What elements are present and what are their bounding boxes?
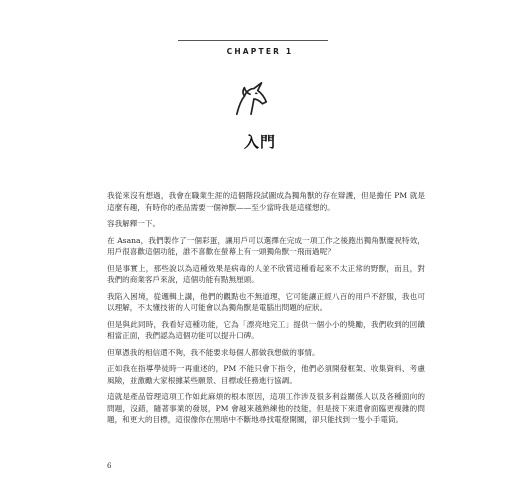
chapter-title: 入門 — [243, 133, 276, 151]
paragraph: 容我解釋一下。 — [107, 219, 161, 228]
body-text — [107, 190, 425, 431]
paragraph: 在 Asana，我們製作了一個彩蛋，讓用戶可以選擇在完成一項工作之後跑出獨角獸慶祝特效，用戶很喜歡這個功能，誰不喜歡在螢幕上有一頭獨角獸一飛而過呢？ — [107, 235, 425, 256]
unicorn-icon — [233, 80, 271, 118]
paragraph: 我陷入困境，從邏輯上講，他們的觀點也不無道理，它可能讓正經八百的用戶不舒服，我也可以理解，不太懂技術的人可能會以為獨角獸是電腦出問題的症狀。 — [107, 291, 425, 312]
chapter-label: CHAPTER 1 — [226, 47, 294, 56]
paragraph: 我從來沒有想過，我會在職業生涯的這個階段試圖成為獨角獸的存在辯護，但是擔任 PM 就是這麼有趣，有時你的產品需要一個神獸——至少當時我是這樣想的。 — [107, 191, 425, 212]
paragraph: 這就是產品管理這項工作如此麻煩的根本原因，這項工作涉及很多利益關係人以及各種面向的問題，沒錯，隨著事業的發展，PM 會越來越熟練他的技能，但是接下來還會面臨更複雜的問題，和更大的目標，這很像你在黑暗中不斷地尋找電燈開關，卻只能找到一隻小手電筒。 — [107, 392, 425, 424]
page-number: 6 — [107, 462, 112, 470]
paragraph: 正如我在指導學徒時一再重述的，PM 不能只會下指令，他們必須開發框架、收集資料、考慮風險，並激勵大家根據某些願景、目標或任務進行協調。 — [107, 364, 425, 385]
paragraph: 但是與此同時，我看好這種功能，它為「漂亮地完工」提供一個小小的獎勵，我們收到的回饋相當正面，我們認為這個功能可以提升口碑。 — [107, 319, 425, 340]
chapter-rule — [178, 40, 328, 41]
paragraph: 但單憑我的相信還不夠，我不能要求每個人都做我想做的事情。 — [107, 347, 320, 357]
paragraph: 但是事實上，那些說以為這種效果是病毒的人並不欣賞這種看起來不太正常的野獸，而且，對我們的商業客戶來說，這個功能有點無厘頭。 — [107, 263, 425, 284]
